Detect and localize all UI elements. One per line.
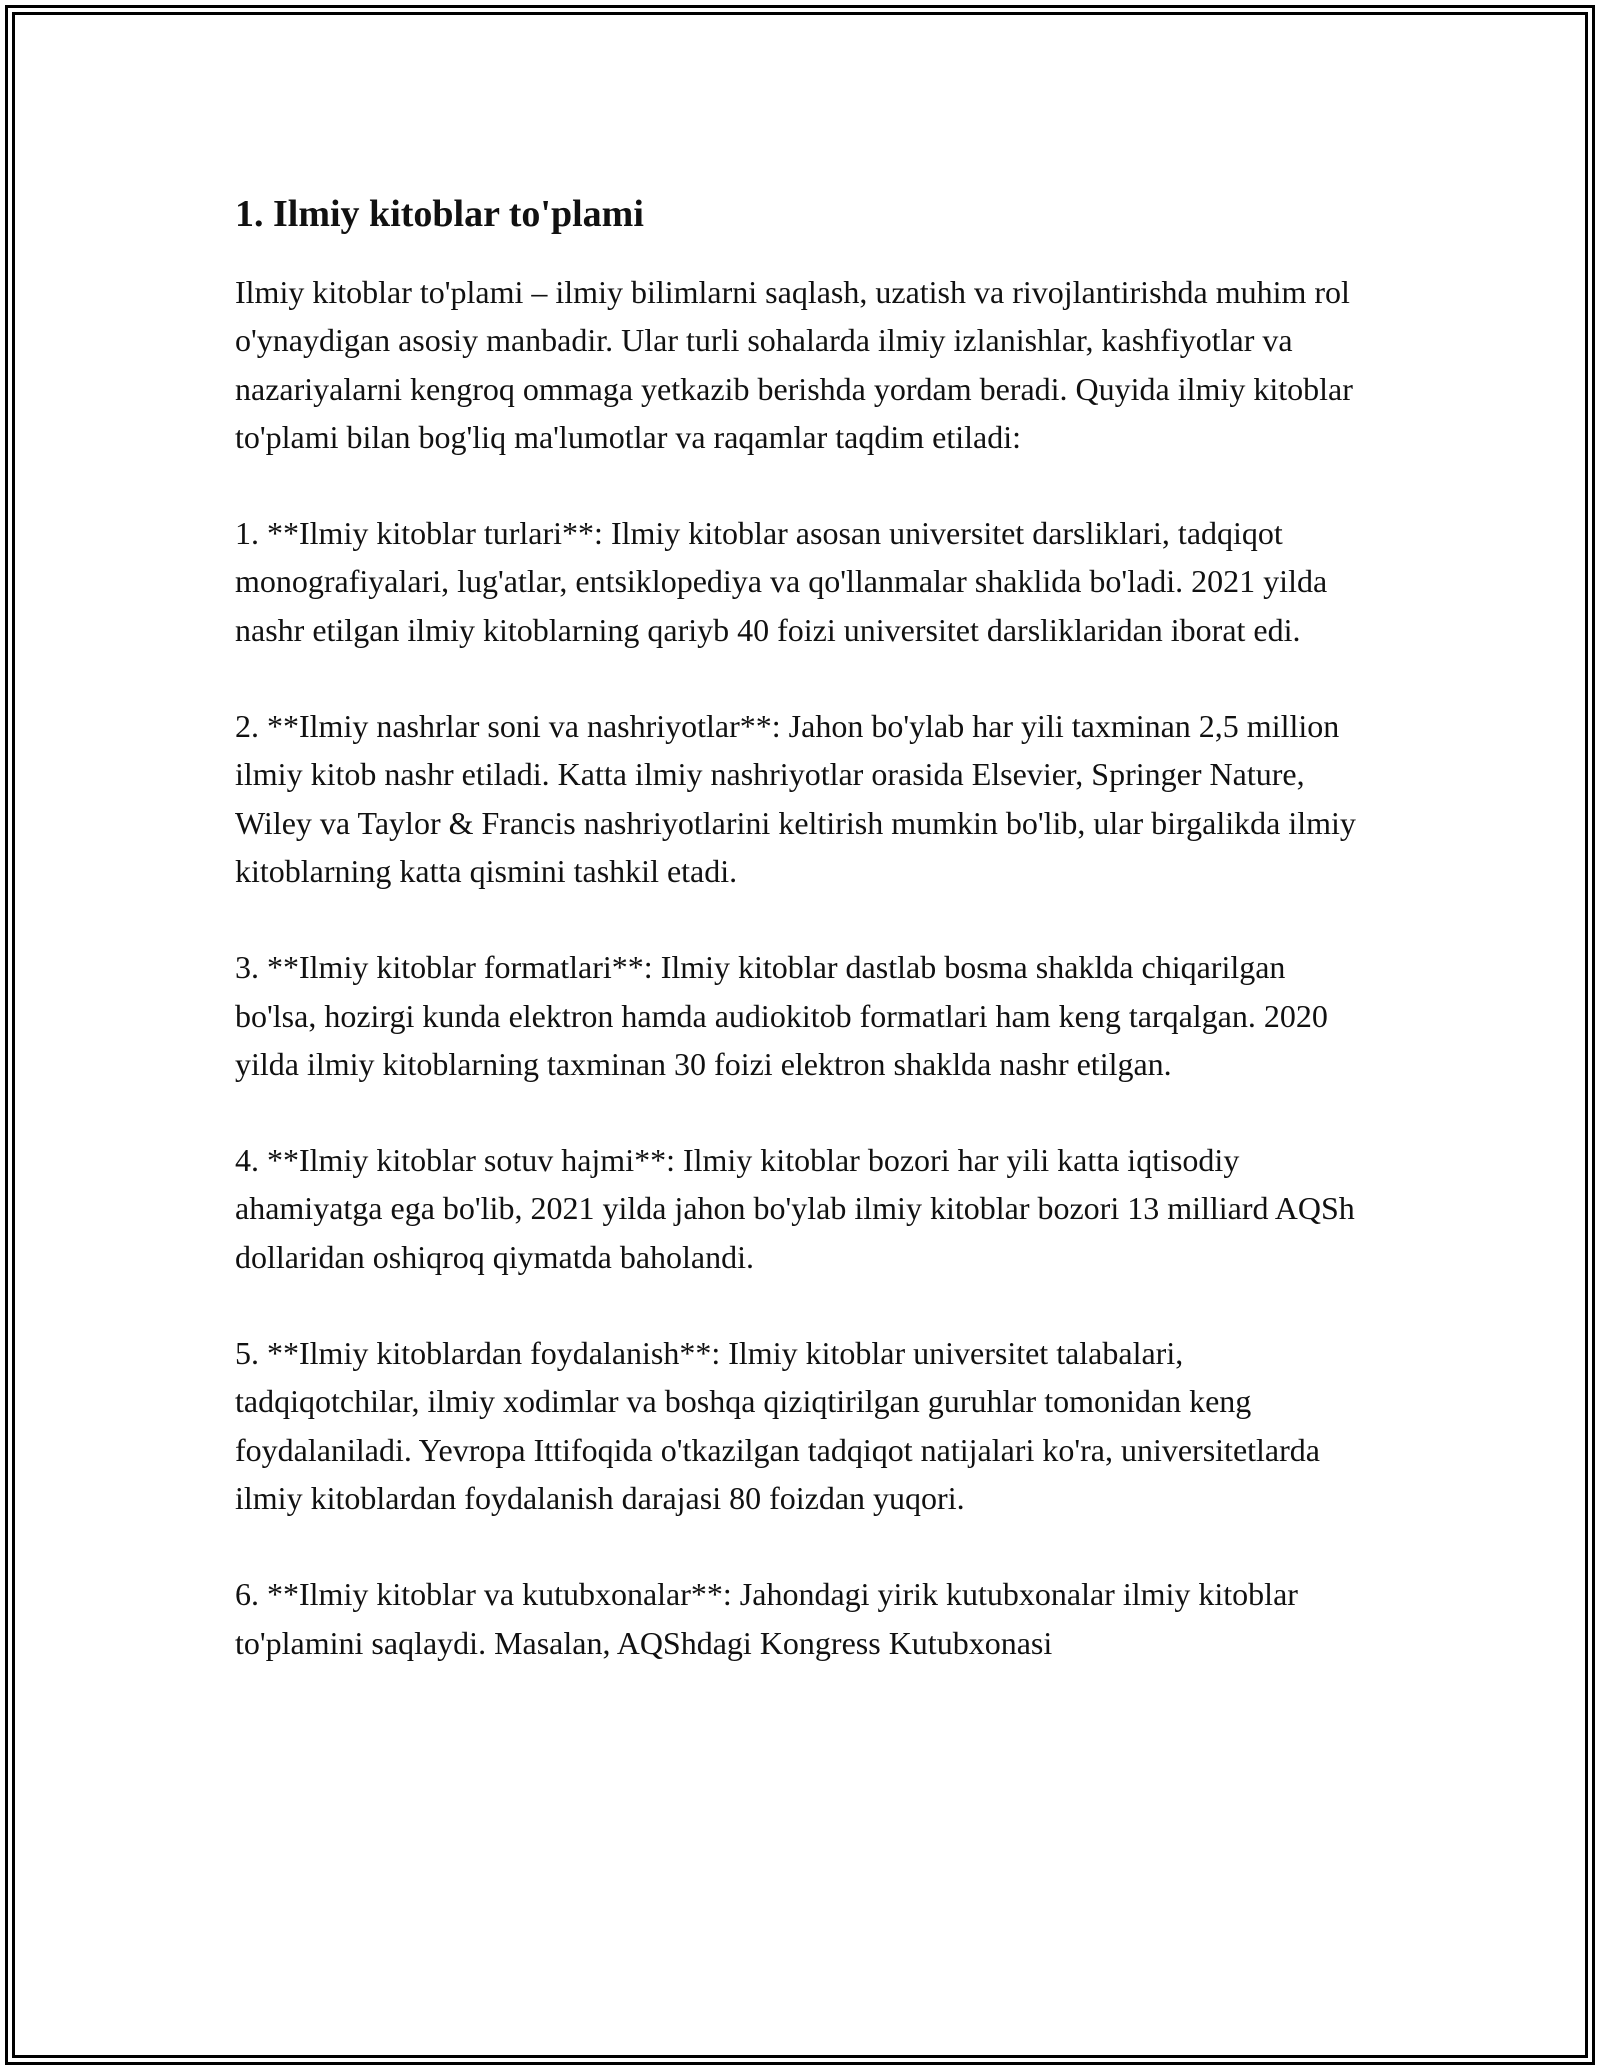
paragraph-sales-volume: 4. **Ilmiy kitoblar sotuv hajmi**: Ilmiy kitoblar bozori har yili katta iqtisodiy ahamiyatga ega bo'lib, 2021 yilda jahon bo'ylab ilmiy kitoblar bozori 13 milliard AQSh dollaridan oshiqroq qiymatda baholandi. (235, 1142, 1355, 1275)
paragraph-publications-publishers: 2. **Ilmiy nashrlar soni va nashriyotlar**: Jahon bo'ylab har yili taxminan 2,5 million ilmiy kitob nashr etiladi. Katta ilmiy nashriyotlar orasida Elsevier, Springer Nature, Wiley va Taylor & Francis nashriyotlarini keltirish mumkin bo'lib, ular birgalikda ilmiy kitoblarning katta qismini tashkil etadi. (235, 708, 1356, 889)
paragraph-usage: 5. **Ilmiy kitoblardan foydalanish**: Ilmiy kitoblar universitet talabalari, tadqiqotchilar, ilmiy xodimlar va boshqa qiziqtirilgan guruhlar tomonidan keng foydalaniladi. Yevropa Ittifoqida o'tkazilgan tadqiqot natijalari ko'ra, universitetlarda ilmiy kitoblardan foydalanish darajasi 80 foizdan yuqori. (235, 1335, 1320, 1516)
paragraph-book-types: 1. **Ilmiy kitoblar turlari**: Ilmiy kitoblar asosan universitet darsliklari, tadqiqot monografiyalari, lug'atlar, entsiklopediya va qo'llanmalar shaklida bo'ladi. 2021 yilda nashr etilgan ilmiy kitoblarning qariyb 40 foizi universitet darsliklaridan iborat edi. (235, 515, 1328, 648)
section-heading: 1. Ilmiy kitoblar to'plami (235, 193, 644, 235)
paragraph-libraries: 6. **Ilmiy kitoblar va kutubxonalar**: Jahondagi yirik kutubxonalar ilmiy kitoblar to'plamini saqlaydi. Masalan, AQShdagi Kongress Kutubxonasi (235, 1576, 1298, 1661)
intro-paragraph: Ilmiy kitoblar to'plami – ilmiy bilimlarni saqlash, uzatish va rivojlantirishda muhim rol o'ynaydigan asosiy manbadir. Ular turli sohalarda ilmiy izlanishlar, kashfiyotlar va nazariyalarni kengroq ommaga yetkazib berishda yordam beradi. Quyida ilmiy kitoblar to'plami bilan bog'liq ma'lumotlar va raqamlar taqdim etiladi: (235, 274, 1353, 455)
document-body (235, 186, 1370, 1715)
paragraph-book-formats: 3. **Ilmiy kitoblar formatlari**: Ilmiy kitoblar dastlab bosma shaklda chiqarilgan bo'lsa, hozirgi kunda elektron hamda audiokitob formatlari ham keng tarqalgan. 2020 yilda ilmiy kitoblarning taxminan 30 foizi elektron shaklda nashr etilgan. (235, 949, 1328, 1082)
